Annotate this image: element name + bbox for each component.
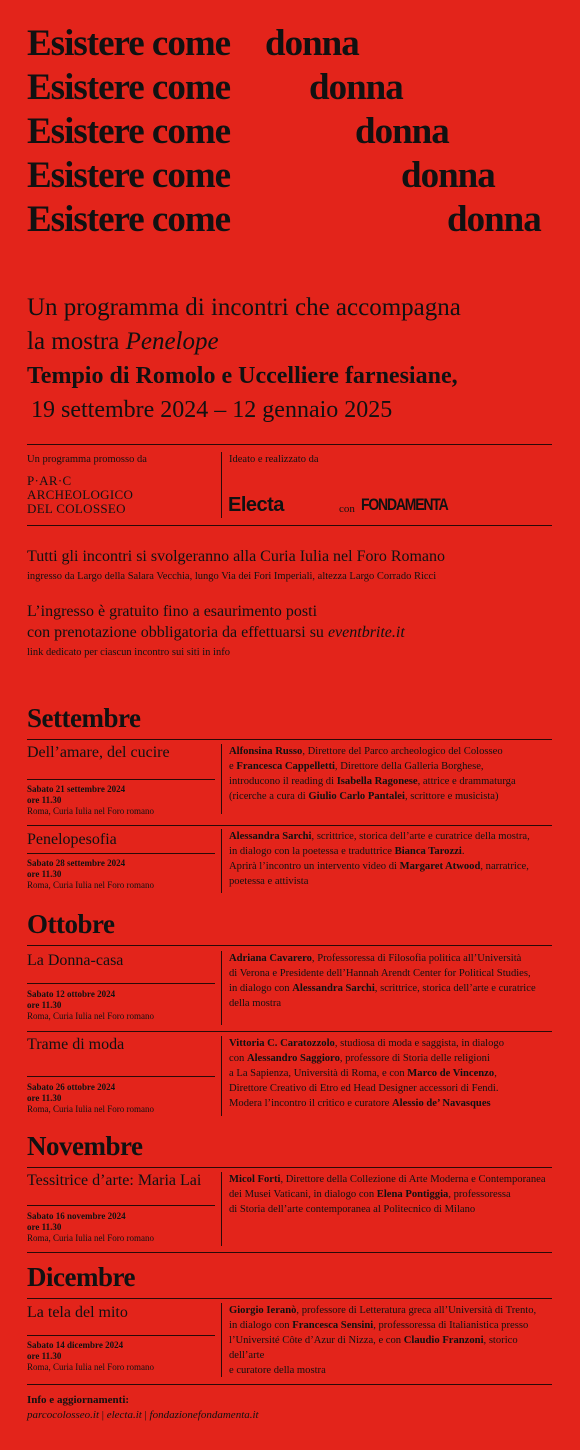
- divider: [221, 1172, 222, 1246]
- entry-line-1: L’ingresso è gratuito fino a esaurimento posti: [27, 603, 318, 620]
- event-title: Trame di moda: [27, 1036, 125, 1053]
- link-electa[interactable]: electa.it: [106, 1409, 142, 1421]
- event-title: La tela del mito: [27, 1304, 128, 1321]
- divider: [27, 1167, 552, 1168]
- event-title: Dell’amare, del cucire: [27, 744, 170, 761]
- ideato-label: Ideato e realizzato da: [229, 454, 319, 465]
- fondamenta-logo: FONDAMENTA: [361, 494, 448, 514]
- divider: [221, 1303, 222, 1377]
- month-heading: Novembre: [27, 1131, 143, 1161]
- footer-links: [27, 1409, 259, 1421]
- event-meta: Sabato 21 settembre 2024 ore 11.30 Roma, Curia Iulia nel Foro romano: [27, 784, 154, 816]
- event-description: Giorgio Ieranò, professore di Letteratura greca all’Università di Trento, in dialogo con Francesca Sensini, professoressa di Italianistica presso l’Université Côte d’Azur di Nizza, e con Claudio Franzoni, storico dell’arte e curatore della mostra: [229, 1305, 537, 1376]
- month-heading: Settembre: [27, 703, 141, 733]
- event-meta: Sabato 16 novembre 2024 ore 11.30 Roma, Curia Iulia nel Foro romano: [27, 1211, 154, 1243]
- intro-line-1: Un programma di incontri che accompagna: [27, 294, 461, 321]
- title-left: Esistere come: [27, 111, 231, 152]
- title-line-2: [27, 66, 403, 110]
- title-left: Esistere come: [27, 199, 231, 240]
- venue-main: Tutti gli incontri si svolgeranno alla Curia Iulia nel Foro Romano: [27, 548, 446, 565]
- divider: [27, 853, 215, 854]
- event-meta: Sabato 14 dicembre 2024 ore 11.30 Roma, Curia Iulia nel Foro romano: [27, 1340, 154, 1372]
- eventbrite-link[interactable]: eventbrite.it: [327, 624, 405, 641]
- entry-line-2: con prenotazione obbligatoria da effettuarsi su eventbrite.it: [27, 624, 405, 641]
- intro-line-2: la mostra Penelope: [27, 328, 219, 355]
- footer-label: Info e aggiornamenti:: [27, 1394, 130, 1406]
- title-line-4: [27, 154, 495, 198]
- intro-location: Tempio di Romolo e Uccelliere farnesiane,: [27, 363, 458, 389]
- link-fondamenta[interactable]: fondazionefondamenta.it: [149, 1409, 259, 1421]
- event-meta: Sabato 26 ottobre 2024 ore 11.30 Roma, Curia Iulia nel Foro romano: [27, 1082, 154, 1114]
- divider: [221, 1036, 222, 1116]
- event-meta: Sabato 12 ottobre 2024 ore 11.30 Roma, Curia Iulia nel Foro romano: [27, 989, 154, 1021]
- entry-sub: link dedicato per ciascun incontro sui siti in info: [27, 647, 230, 658]
- event-description: Alessandra Sarchi, scrittrice, storica dell’arte e curatrice della mostra, in dialogo con la poetessa e traduttrice Bianca Tarozzi. Aprirà l’incontro un intervento video di Margaret Atwood, narratrice, poetessa e attivista: [229, 831, 530, 887]
- event-title: Tessitrice d’arte: Maria Lai: [27, 1172, 202, 1189]
- divider: [27, 1205, 215, 1206]
- event-description: Micol Forti, Direttore della Collezione di Arte Moderna e Contemporanea dei Musei Vaticani, in dialogo con Elena Pontiggia, professoressa di Storia dell’arte contemporanea al Politecnico di Milano: [229, 1174, 546, 1215]
- link-parcocolosseo[interactable]: parcocolosseo.it: [27, 1409, 99, 1421]
- title-right: donna: [355, 111, 449, 152]
- event-description: Vittoria C. Caratozzolo, studiosa di moda e saggista, in dialogo con Alessandro Saggioro, professore di Storia delle religioni a La Sapienza, Università di Roma, e con Marco de Vincenzo, Direttore Creativo di Etro ed Head Designer accessori di Fendi. Modera l’incontro il critico e curatore Alessio de’ Navasques: [229, 1038, 504, 1109]
- divider: [27, 1031, 552, 1032]
- month-heading: Ottobre: [27, 909, 115, 939]
- title-line-3: [27, 110, 449, 154]
- title-left: Esistere come: [27, 155, 231, 196]
- link-separator: |: [144, 1409, 147, 1421]
- event-title: Penelopesofia: [27, 831, 117, 848]
- event-description: Adriana Cavarero, Professoressa di Filosofia politica all’Università di Verona e Presidente dell’Hannah Arendt Center for Political Studies, in dialogo con Alessandra Sarchi, scrittrice, storica dell’arte e curatrice della mostra: [229, 953, 536, 1009]
- divider: [27, 779, 215, 780]
- divider: [221, 744, 222, 814]
- title-right: donna: [309, 67, 403, 108]
- divider: [27, 1076, 215, 1077]
- divider: [27, 945, 552, 946]
- divider: [27, 1335, 215, 1336]
- divider: [27, 983, 215, 984]
- promoted-label: Un programma promosso da: [27, 454, 147, 465]
- electa-logo: Electa: [228, 494, 284, 516]
- divider: [221, 452, 222, 518]
- parco-logo: P·AR·C ARCHEOLOGICO DEL COLOSSEO: [27, 473, 134, 516]
- divider: [27, 1384, 552, 1385]
- divider: [27, 1298, 552, 1299]
- event-title: La Donna-casa: [27, 952, 124, 969]
- divider: [27, 525, 552, 526]
- venue-sub: ingresso da Largo della Salara Vecchia, lungo Via dei Fori Imperiali, altezza Largo Corrado Ricci: [27, 571, 437, 582]
- title-line-5: [27, 198, 541, 242]
- divider: [27, 444, 552, 445]
- title-right: donna: [447, 199, 541, 240]
- event-description: Alfonsina Russo, Direttore del Parco archeologico del Colosseo e Francesca Cappelletti, Direttore della Galleria Borghese, introducono il reading di Isabella Ragonese, attrice e drammaturga (ricerche a cura di Giulio Carlo Pantalei, scrittore e musicista): [229, 746, 516, 802]
- divider: [221, 951, 222, 1025]
- divider: [27, 739, 552, 740]
- divider: [27, 1252, 552, 1253]
- divider: [27, 825, 552, 826]
- title-left: Esistere come: [27, 67, 231, 108]
- link-separator: |: [101, 1409, 104, 1421]
- divider: [221, 829, 222, 893]
- title-line-1: [27, 22, 359, 66]
- title-right: donna: [401, 155, 495, 196]
- month-heading: Dicembre: [27, 1262, 135, 1292]
- title-right: donna: [265, 23, 359, 64]
- intro-dates: 19 settembre 2024 – 12 gennaio 2025: [31, 397, 393, 423]
- title-left: Esistere come: [27, 23, 231, 64]
- con-label: con: [339, 503, 355, 515]
- event-meta: Sabato 28 settembre 2024 ore 11.30 Roma, Curia Iulia nel Foro romano: [27, 858, 154, 890]
